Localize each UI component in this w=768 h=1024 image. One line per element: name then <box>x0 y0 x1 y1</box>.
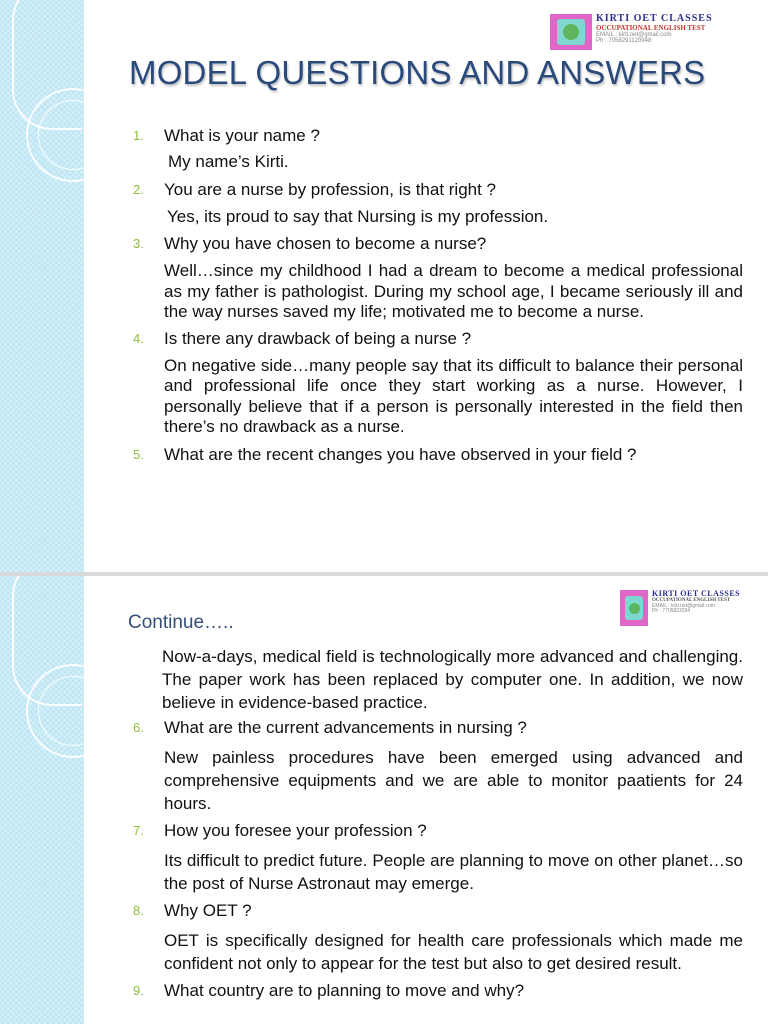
logo-text <box>652 590 740 614</box>
decorative-circle <box>38 676 108 746</box>
question-item <box>133 821 743 841</box>
question-text: How you foresee your profession ? <box>164 821 427 840</box>
logo <box>550 14 713 50</box>
question-text: You are a nurse by profession, is that right ? <box>164 179 497 199</box>
answer-text: OET is specifically designed for health care professionals which made me confident not only to appear for the test but also to get desired result. <box>164 931 743 973</box>
question-item <box>133 234 743 254</box>
answer-text: My name’s Kirti. <box>168 152 289 171</box>
question-number: 5. <box>133 446 144 462</box>
question-text: What country are to planning to move and why? <box>164 981 525 1000</box>
qa-list <box>133 645 743 1001</box>
question-number: 3. <box>133 236 144 251</box>
slide-heading: Continue….. <box>128 612 234 633</box>
logo-phone: Ph : 7058291120948 <box>596 38 652 45</box>
question-item <box>133 901 743 921</box>
question-item <box>133 718 743 738</box>
question-text: Why you have chosen to become a nurse? <box>164 234 487 253</box>
slide-2 <box>0 576 768 1024</box>
answer-text: Yes, its proud to say that Nursing is my profession. <box>167 206 549 226</box>
logo-name: KIRTI OET CLASSES <box>652 589 741 598</box>
logo-email: EMAIL : kirti.oet@gmail.com <box>652 602 715 609</box>
answer-text: Now-a-days, medical field is technologically more advanced and challenging. The paper work has been replaced by computer one. In addition, we now believe in evidence-based practice. <box>162 647 743 712</box>
logo-email: EMAIL : kirti.oet@gmail.com <box>596 31 672 38</box>
question-text: What are the current advancements in nursing ? <box>164 718 527 737</box>
question-item <box>133 329 743 349</box>
question-number: 4. <box>133 330 144 346</box>
answer-text: Its difficult to predict future. People are planning to move on other planet…so the post of Nurse Astronaut may emerge. <box>164 851 743 893</box>
decorative-circle <box>38 100 108 170</box>
question-number: 9. <box>133 983 144 998</box>
question-text: Why OET ? <box>164 901 252 920</box>
question-item <box>133 180 743 200</box>
question-item <box>133 445 743 465</box>
answer-text: Well…since my childhood I had a dream to become a medical professional as my father is pathologist. During my school age, I became seriously ill and the way nurses saved my life; motivated me to become a nurse. <box>164 261 743 321</box>
answer-text: New painless procedures have been emerged using advanced and comprehensive equipments and we are able to monitor paatients for 24 hours. <box>164 748 743 813</box>
logo-small <box>620 590 740 626</box>
question-number: 6. <box>133 720 144 735</box>
decorative-side-band <box>0 0 84 572</box>
answer-text: On negative side…many people say that its difficult to balance their personal and professional life once they start working as a nurse. However, I personally believe that if a person is personally interested in the field then there’s no drawback as a nurse. <box>164 355 743 436</box>
qa-list <box>133 126 743 465</box>
logo-tagline: OCCUPATIONAL ENGLISH TEST <box>596 23 706 32</box>
question-text: What are the recent changes you have observed in your field ? <box>164 444 637 464</box>
logo-phone: Ph : 7705823294 <box>652 607 691 614</box>
slide-title: MODEL QUESTIONS AND ANSWERS <box>129 54 706 91</box>
logo-name: KIRTI OET CLASSES <box>596 13 713 24</box>
question-text: Is there any drawback of being a nurse ? <box>164 328 472 348</box>
logo-icon <box>620 590 648 626</box>
question-number: 8. <box>133 903 144 918</box>
logo-tagline: OCCUPATIONAL ENGLISH TEST <box>652 598 731 604</box>
question-item <box>133 126 743 146</box>
question-number: 1. <box>133 128 144 143</box>
logo-text <box>596 14 713 44</box>
question-number: 2. <box>133 181 144 197</box>
question-text: What is your name ? <box>164 126 320 145</box>
logo-icon <box>550 14 592 50</box>
decorative-side-band <box>0 576 84 1024</box>
question-item <box>133 981 743 1001</box>
question-number: 7. <box>133 823 144 838</box>
